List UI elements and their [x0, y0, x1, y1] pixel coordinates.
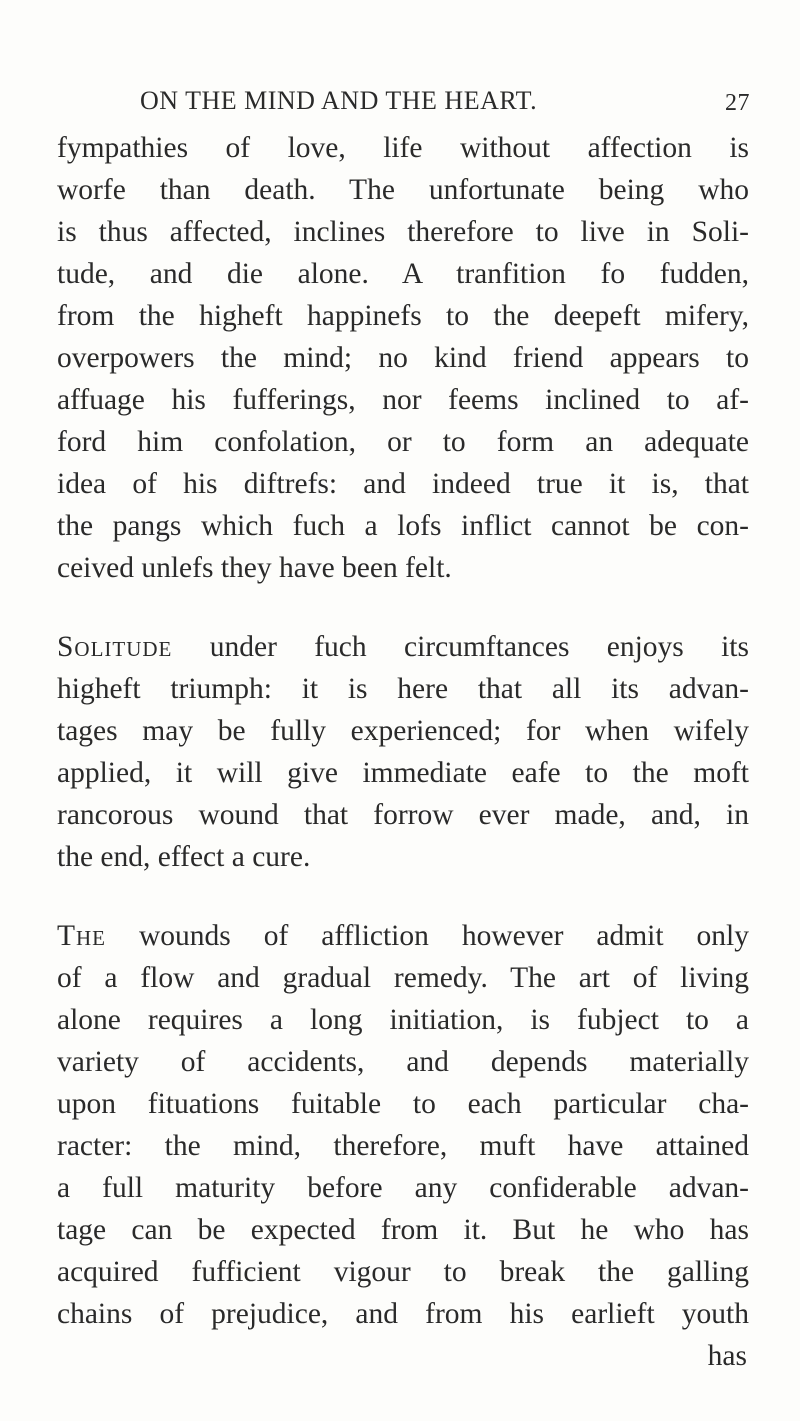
- body-text: [57, 127, 749, 1377]
- text-line: from the higheft happinefs to the deepeft mifery,: [57, 300, 749, 332]
- text-line: applied, it will give immediate eafe to the moft: [57, 757, 749, 789]
- text-line-lead: [57, 915, 749, 957]
- text-line: tages may be fully experienced; for when wifely: [57, 715, 749, 747]
- paragraph-1: [57, 127, 749, 589]
- text-line: is thus affected, inclines therefore to live in Soli-: [57, 216, 749, 248]
- lead-rest: wounds of affliction however admit only: [106, 920, 749, 952]
- text-line: chains of prejudice, and from his earlieft youth: [57, 1298, 749, 1330]
- text-line: ford him confolation, or to form an adequate: [57, 426, 749, 458]
- text-line: racter: the mind, therefore, muft have attained: [57, 1130, 749, 1162]
- text-line: ceived unlefs they have been felt.: [57, 552, 452, 584]
- text-line: of a flow and gradual remedy. The art of living: [57, 962, 749, 994]
- text-line: the pangs which fuch a lofs inflict cannot be con-: [57, 510, 749, 542]
- text-line: upon fituations fuitable to each particular cha-: [57, 1088, 749, 1120]
- catchword: has: [707, 1340, 747, 1372]
- text-line: fympathies of love, life without affection is: [57, 132, 749, 164]
- text-line: affuage his fufferings, nor feems inclined to af-: [57, 384, 749, 416]
- text-line-lead: [57, 626, 749, 668]
- page-number: 27: [725, 90, 750, 116]
- paragraph-3: [57, 915, 749, 1335]
- text-line: alone requires a long initiation, is fubject to a: [57, 1004, 749, 1036]
- text-line: tude, and die alone. A tranfition fo fudden,: [57, 258, 749, 290]
- text-line: rancorous wound that forrow ever made, and, in: [57, 799, 749, 831]
- text-line: tage can be expected from it. But he who has: [57, 1214, 749, 1246]
- lead-rest: under fuch circumftances enjoys its: [172, 631, 749, 663]
- running-header: [140, 86, 780, 126]
- paragraph-2: [57, 626, 749, 878]
- text-line: overpowers the mind; no kind friend appears to: [57, 342, 749, 374]
- text-line: acquired fufficient vigour to break the galling: [57, 1256, 749, 1288]
- lead-word: Solitude: [57, 631, 173, 663]
- text-line: the end, effect a cure.: [57, 841, 311, 873]
- text-line: a full maturity before any confiderable advan-: [57, 1172, 749, 1204]
- running-title: ON THE MIND AND THE HEART.: [140, 86, 538, 115]
- text-line: variety of accidents, and depends materially: [57, 1046, 749, 1078]
- lead-word: The: [57, 920, 107, 952]
- text-line: idea of his diftrefs: and indeed true it is, that: [57, 468, 749, 500]
- text-line: worfe than death. The unfortunate being who: [57, 174, 749, 206]
- text-line: higheft triumph: it is here that all its advan-: [57, 673, 749, 705]
